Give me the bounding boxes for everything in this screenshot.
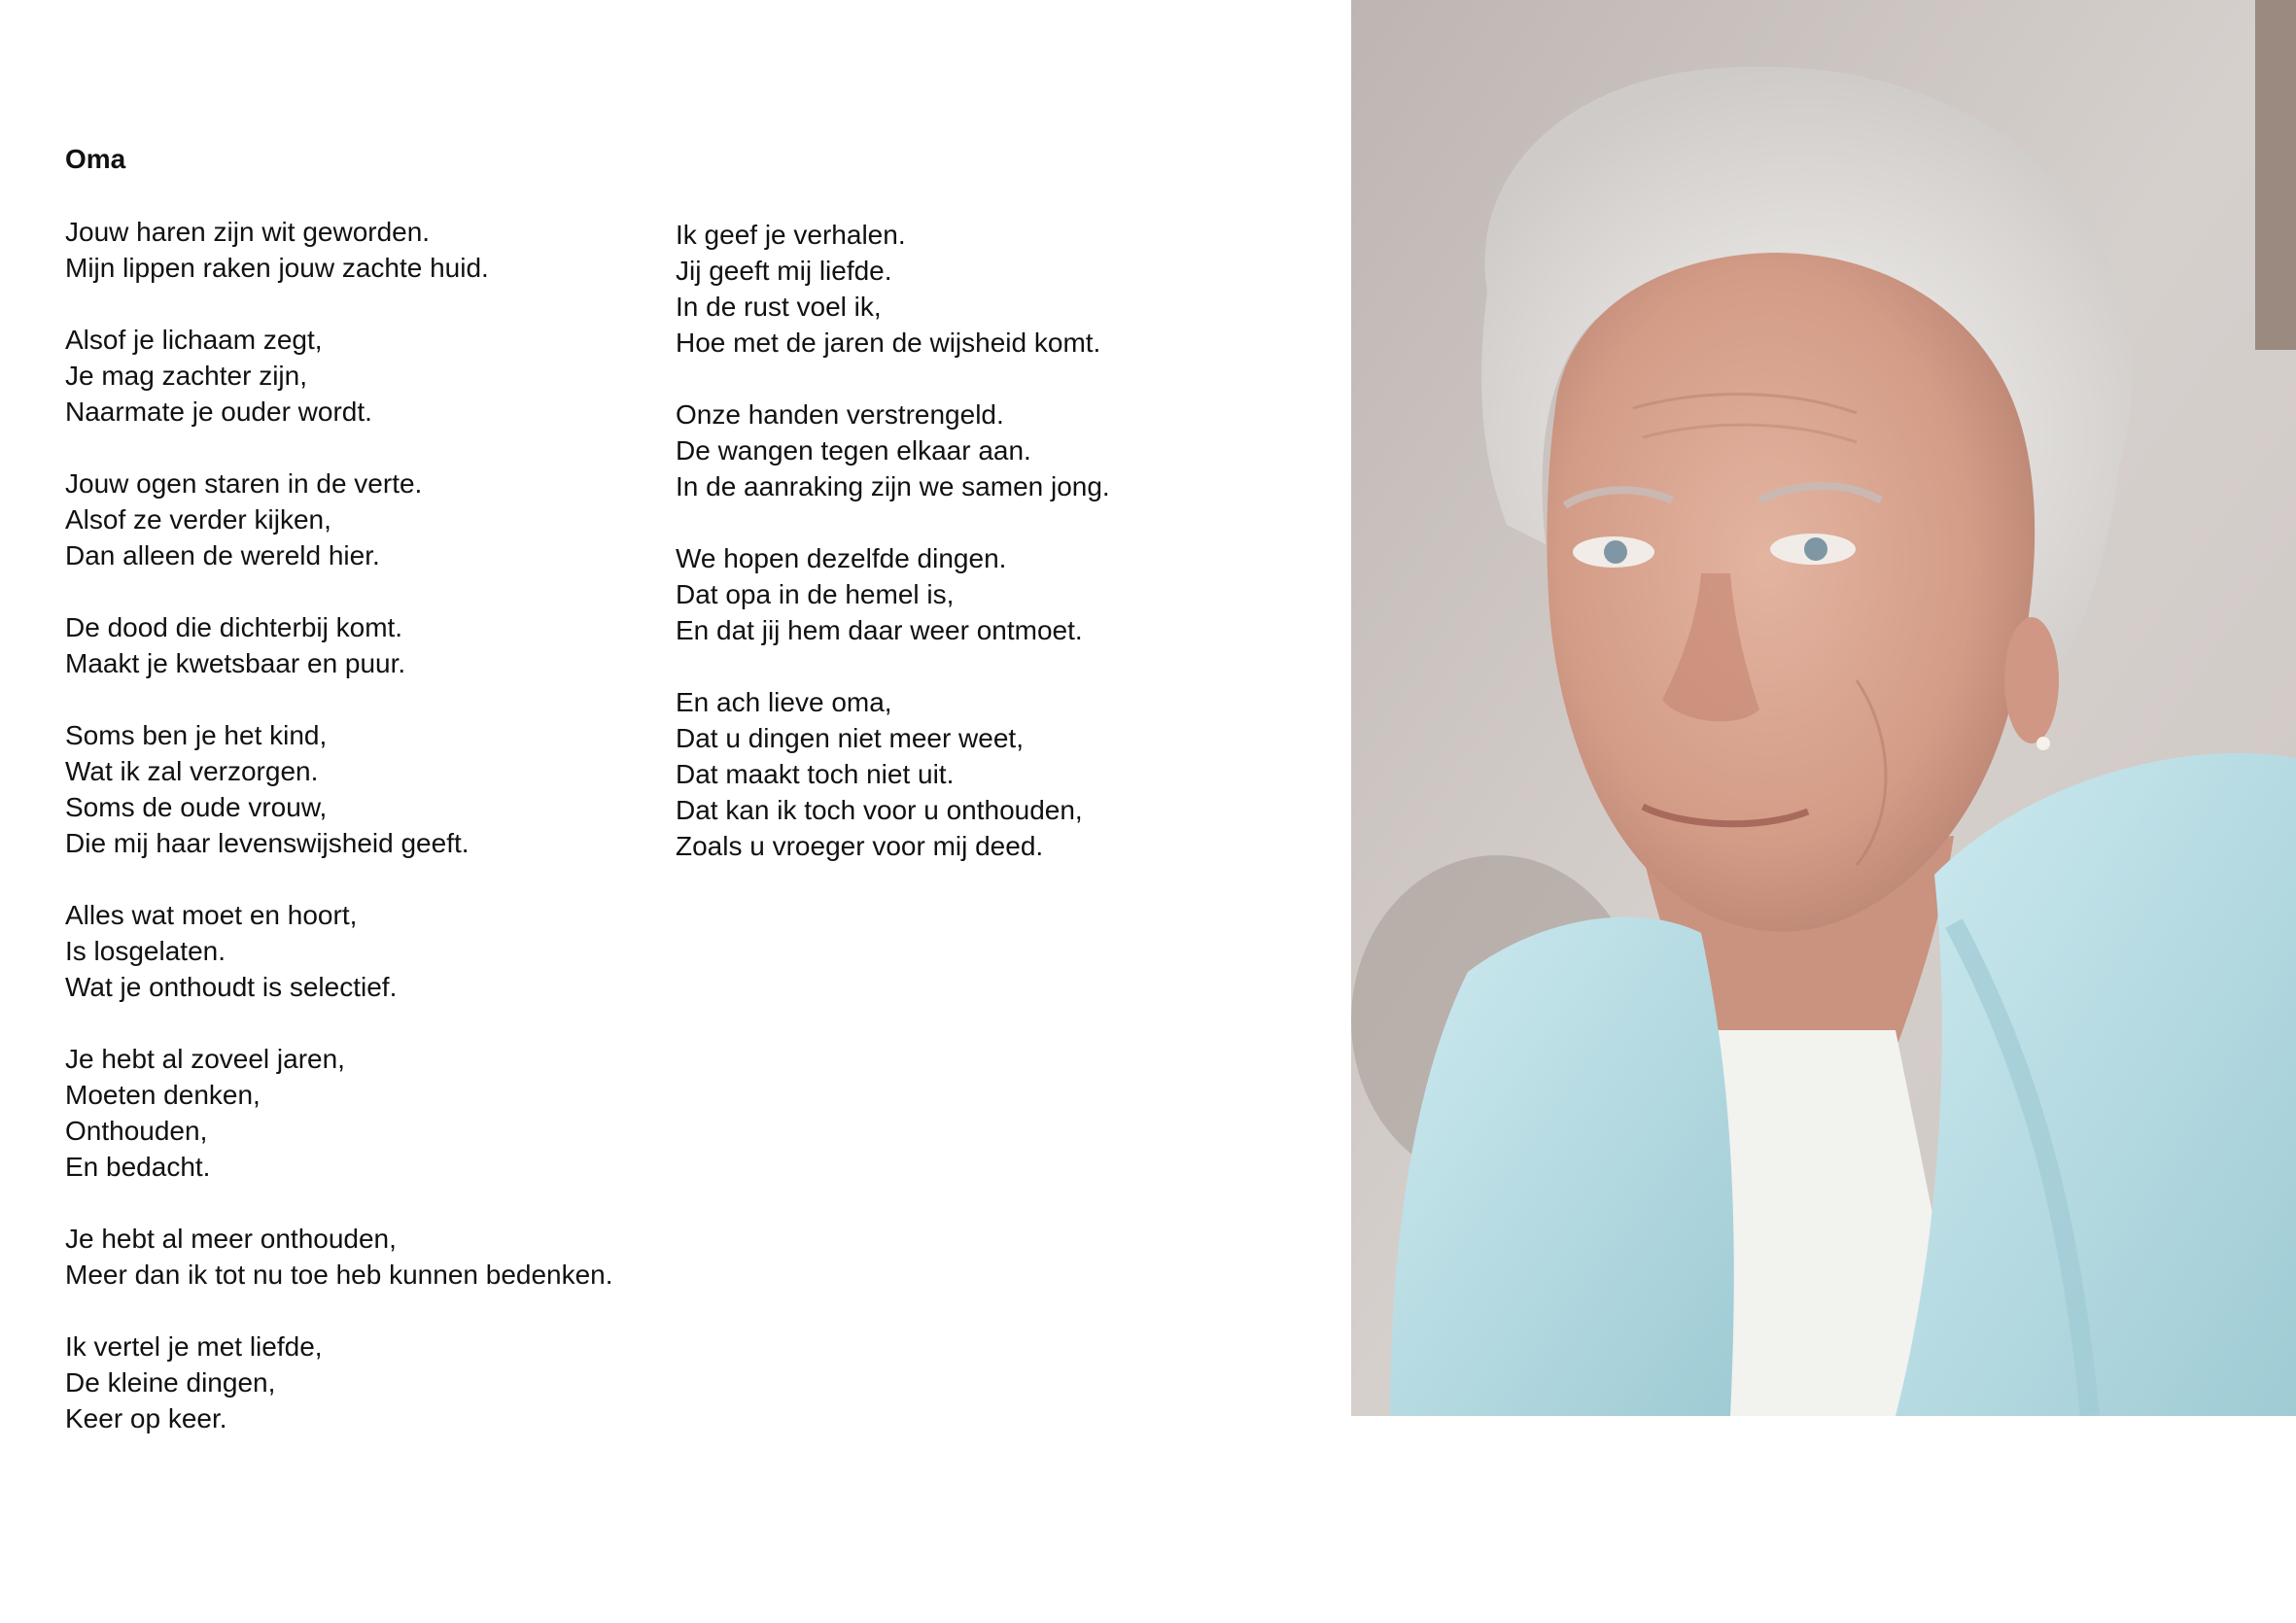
- poem-line: Meer dan ik tot nu toe heb kunnen bedenken.: [65, 1260, 613, 1290]
- stanza: [65, 466, 668, 573]
- ear: [2004, 617, 2059, 743]
- poem-line: Moeten denken,: [65, 1080, 261, 1110]
- poem-line: En dat jij hem daar weer ontmoet.: [676, 615, 1083, 645]
- stanza: [65, 897, 668, 1005]
- poem-line: In de rust voel ik,: [676, 292, 882, 322]
- poem-line: En ach lieve oma,: [676, 687, 892, 717]
- poem-line: De wangen tegen elkaar aan.: [676, 435, 1031, 466]
- iris-right: [1804, 537, 1827, 561]
- poem-line: We hopen dezelfde dingen.: [676, 543, 1007, 573]
- poem-line: Mijn lippen raken jouw zachte huid.: [65, 253, 489, 283]
- poem-line: Wat je onthoudt is selectief.: [65, 972, 398, 1002]
- poem-line: In de aanraking zijn we samen jong.: [676, 471, 1110, 501]
- poem-line: En bedacht.: [65, 1152, 211, 1182]
- portrait-photo: [1351, 0, 2296, 1416]
- stanza: [676, 397, 1220, 504]
- stanza: [676, 217, 1220, 361]
- poem-line: Dat maakt toch niet uit.: [676, 759, 955, 789]
- poem-line: Dat u dingen niet meer weet,: [676, 723, 1024, 753]
- poem-line: Jouw haren zijn wit geworden.: [65, 217, 431, 247]
- poem-line: Die mij haar levenswijsheid geeft.: [65, 828, 470, 858]
- stanza: [676, 540, 1220, 648]
- stanza: [65, 1221, 668, 1293]
- poem-line: Soms de oude vrouw,: [65, 792, 328, 822]
- poem-line: Ik geef je verhalen.: [676, 220, 906, 250]
- poem-line: De kleine dingen,: [65, 1367, 276, 1398]
- poem-title: Oma: [65, 144, 126, 174]
- poem-line: Alsof ze verder kijken,: [65, 504, 331, 535]
- poem-line: Ik vertel je met liefde,: [65, 1331, 323, 1362]
- stanza: [65, 1329, 668, 1436]
- iris-left: [1604, 540, 1627, 564]
- poem-line: Hoe met de jaren de wijsheid komt.: [676, 328, 1101, 358]
- poem-line: Je mag zachter zijn,: [65, 361, 307, 391]
- portrait-illustration: [1351, 0, 2296, 1416]
- poem-line: Dat opa in de hemel is,: [676, 579, 955, 609]
- poem-line: Maakt je kwetsbaar en puur.: [65, 648, 406, 678]
- wall-frame-edge: [2255, 0, 2296, 350]
- stanza: [65, 322, 668, 430]
- poem-line: Naarmate je ouder wordt.: [65, 397, 372, 427]
- earring: [2036, 737, 2050, 750]
- poem-line: De dood die dichterbij komt.: [65, 612, 403, 642]
- poem-line: Onze handen verstrengeld.: [676, 399, 1004, 430]
- poem-line: Onthouden,: [65, 1116, 208, 1146]
- poem-line: Keer op keer.: [65, 1403, 227, 1433]
- stanza: [65, 609, 668, 681]
- poem-line: Alsof je lichaam zegt,: [65, 325, 323, 355]
- poem-line: Soms ben je het kind,: [65, 720, 328, 750]
- stanza: [676, 684, 1220, 864]
- poem-column-right: [676, 217, 1220, 864]
- poem-line: Je hebt al meer onthouden,: [65, 1224, 397, 1254]
- stanza: [65, 717, 668, 861]
- poem-line: Jij geeft mij liefde.: [676, 256, 892, 286]
- poem-line: Dat kan ik toch voor u onthouden,: [676, 795, 1083, 825]
- stanza: [65, 1041, 668, 1185]
- poem-line: Zoals u vroeger voor mij deed.: [676, 831, 1044, 861]
- poem-column-left: [65, 214, 668, 1436]
- poem-line: Alles wat moet en hoort,: [65, 900, 358, 930]
- poem-line: Dan alleen de wereld hier.: [65, 540, 380, 570]
- poem-line: Wat ik zal verzorgen.: [65, 756, 319, 786]
- poem-line: Je hebt al zoveel jaren,: [65, 1044, 345, 1074]
- poem-line: Jouw ogen staren in de verte.: [65, 468, 423, 499]
- stanza: [65, 214, 668, 286]
- poem-line: Is losgelaten.: [65, 936, 226, 966]
